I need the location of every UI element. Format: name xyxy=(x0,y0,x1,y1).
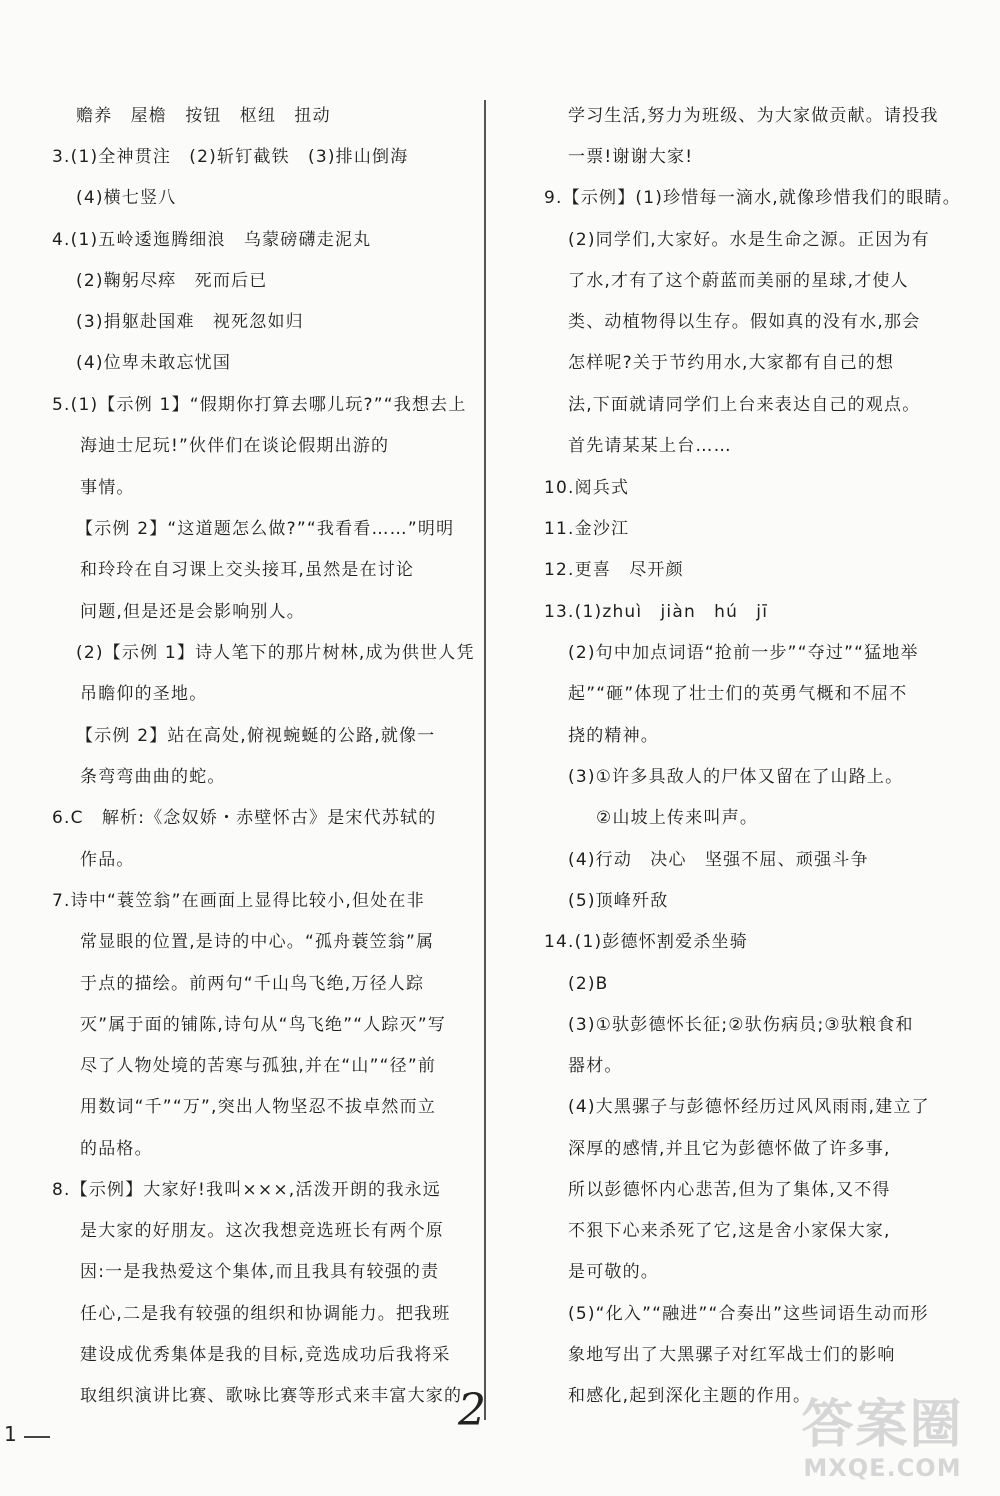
watermark-url-text: MXQE.COM xyxy=(803,1454,962,1482)
answer-line: (5)顶峰歼敌 xyxy=(568,891,669,911)
answer-line: 吊瞻仰的圣地。 xyxy=(80,684,208,704)
answer-line: 常显眼的位置,是诗的中心。“孤舟蓑笠翁”属 xyxy=(80,932,435,952)
answer-line: 所以彭德怀内心悲苦,但为了集体,又不得 xyxy=(568,1180,891,1200)
answer-line: 4.(1)五岭逶迤腾细浪 乌蒙磅礴走泥丸 xyxy=(52,230,372,250)
answer-line: 取组织演讲比赛、歌咏比赛等形式来丰富大家的 xyxy=(80,1386,463,1406)
answer-line: 5.(1)【示例 1】“假期你打算去哪儿玩?”“我想去上 xyxy=(52,395,467,415)
answer-line: 怎样呢?关于节约用水,大家都有自己的想 xyxy=(568,353,895,373)
answer-line: 3.(1)全神贯注 (2)斩钉截铁 (3)排山倒海 xyxy=(52,147,409,167)
answer-line: ②山坡上传来叫声。 xyxy=(596,808,759,828)
answer-line: 起”“砸”体现了壮士们的英勇气概和不屈不 xyxy=(568,684,908,704)
answer-line: 器材。 xyxy=(568,1056,623,1076)
answer-line: (2)句中加点词语“抢前一步”“夺过”“猛地举 xyxy=(568,643,919,663)
answer-line: 于点的描绘。前两句“千山鸟飞绝,万径人踪 xyxy=(80,974,425,994)
answer-line: (4)位卑未敢忘忧国 xyxy=(76,353,232,373)
answer-line: 事情。 xyxy=(80,478,135,498)
answer-line: 作品。 xyxy=(80,850,135,870)
answer-line: 赡养 屋檐 按钮 枢纽 扭动 xyxy=(76,106,331,126)
answer-line: 建设成优秀集体是我的目标,竞选成功后我将采 xyxy=(80,1345,451,1365)
answer-line: 11.金沙江 xyxy=(544,519,630,539)
answer-line: 条弯弯曲曲的蛇。 xyxy=(80,767,226,787)
answer-line: (3)捐躯赴国难 视死忽如归 xyxy=(76,312,304,332)
answer-line: (4)横七竖八 xyxy=(76,188,177,208)
answer-line: (5)“化入”“融进”“合奏出”这些词语生动而形 xyxy=(568,1304,929,1324)
answer-line: 是大家的好朋友。这次我想竞选班长有两个原 xyxy=(80,1221,444,1241)
answer-line: 一票!谢谢大家! xyxy=(568,147,694,167)
answer-line: 9.【示例】(1)珍惜每一滴水,就像珍惜我们的眼睛。 xyxy=(544,188,961,208)
answer-line: 任心,二是我有较强的组织和协调能力。把我班 xyxy=(80,1304,451,1324)
answer-line: 是可敬的。 xyxy=(568,1262,659,1282)
answer-line: 尽了人物处境的苦寒与孤独,并在“山”“径”前 xyxy=(80,1056,437,1076)
answer-line: 8.【示例】大家好!我叫×××,活泼开朗的我永远 xyxy=(52,1180,441,1200)
answer-line: 和玲玲在自习课上交头接耳,虽然是在讨论 xyxy=(80,560,415,580)
answer-line: (2)【示例 1】诗人笔下的那片树林,成为供世人凭 xyxy=(76,643,475,663)
page-number: 2 xyxy=(458,1385,486,1436)
answer-line: (2)鞠躬尽瘁 死而后已 xyxy=(76,271,268,291)
answer-line: 【示例 2】“这道题怎么做?”“我看看……”明明 xyxy=(76,519,455,539)
answer-line: 象地写出了大黑骡子对红军战士们的影响 xyxy=(568,1345,896,1365)
answer-line: 的品格。 xyxy=(80,1139,153,1159)
answer-line: 学习生活,努力为班级、为大家做贡献。请投我 xyxy=(568,106,939,126)
answer-line: 因:一是我热爱这个集体,而且我具有较强的责 xyxy=(80,1262,440,1282)
answer-line: 【示例 2】站在高处,俯视蜿蜒的公路,就像一 xyxy=(76,726,436,746)
answer-line: (3)①驮彭德怀长征;②驮伤病员;③驮粮食和 xyxy=(568,1015,914,1035)
answer-line: (2)同学们,大家好。水是生命之源。正因为有 xyxy=(568,230,930,250)
answer-line: 海迪士尼玩!”伙伴们在谈论假期出游的 xyxy=(80,436,390,456)
answer-line: 灭”属于面的铺陈,诗句从“鸟飞绝”“人踪灭”写 xyxy=(80,1015,447,1035)
answer-line: 首先请某某上台…… xyxy=(568,436,732,456)
corner-dash xyxy=(24,1436,50,1438)
answer-line: 和感化,起到深化主题的作用。 xyxy=(568,1386,812,1406)
answer-line: 10.阅兵式 xyxy=(544,478,630,498)
answer-line: 7.诗中“蓑笠翁”在画面上显得比较小,但处在非 xyxy=(52,891,425,911)
watermark-logo-text: 答案圈 xyxy=(801,1395,964,1455)
answer-line: 不狠下心来杀死了它,这是舍小家保大家, xyxy=(568,1221,891,1241)
answer-line: 类、动植物得以生存。假如真的没有水,那会 xyxy=(568,312,921,332)
answer-line: (4)行动 决心 坚强不屈、顽强斗争 xyxy=(568,850,869,870)
answer-line: 挠的精神。 xyxy=(568,726,659,746)
watermark-logo xyxy=(770,1395,995,1493)
answer-line: 深厚的感情,并且它为彭德怀做了许多事, xyxy=(568,1139,891,1159)
corner-number: 1 xyxy=(4,1422,17,1446)
column-divider xyxy=(484,100,486,1420)
answer-line: 14.(1)彭德怀割爱杀坐骑 xyxy=(544,932,748,952)
answer-line: 了水,才有了这个蔚蓝而美丽的星球,才使人 xyxy=(568,271,909,291)
answer-line: 13.(1)zhuì jiàn hú jī xyxy=(544,602,769,622)
answer-line: (4)大黑骡子与彭德怀经历过风风雨雨,建立了 xyxy=(568,1097,930,1117)
answer-line: 6.C 解析:《念奴娇・赤壁怀古》是宋代苏轼的 xyxy=(52,808,437,828)
answer-line: 问题,但是还是会影响别人。 xyxy=(80,602,306,622)
answer-line: 12.更喜 尽开颜 xyxy=(544,560,684,580)
answer-line: (2)B xyxy=(568,974,609,994)
answer-line: (3)①许多具敌人的尸体又留在了山路上。 xyxy=(568,767,904,787)
answer-line: 用数词“千”“万”,突出人物坚忍不拔卓然而立 xyxy=(80,1097,437,1117)
answer-line: 法,下面就请同学们上台来表达自己的观点。 xyxy=(568,395,921,415)
